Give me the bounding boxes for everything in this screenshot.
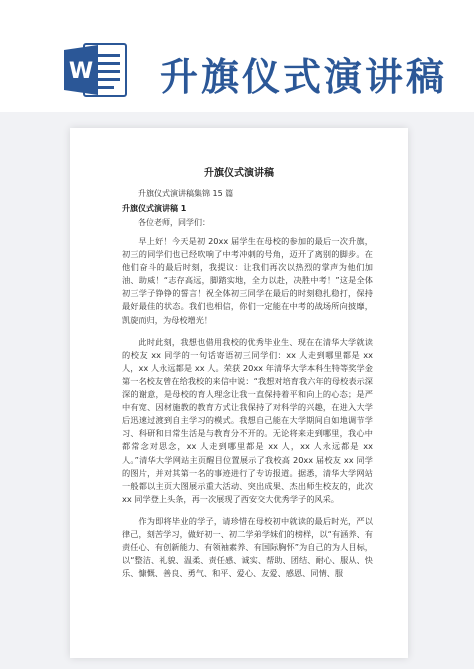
banner-title: 升旗仪式演讲稿 — [160, 54, 448, 99]
document-banner — [0, 0, 474, 112]
document-page — [70, 128, 408, 658]
word-document-icon — [62, 42, 128, 98]
document-body — [122, 235, 373, 580]
body-paragraph: 此时此刻，我想也借用我校的优秀毕业生、现在在清华大学就读的校友 xx 同学的一句话寄语初三同学们：xx 人走到哪里都是 xx 人，xx 人永远都是 xx 人。荣获 20xx 年清华大学本科生特等奖学金第一名校友曾在给我校的来信中说：“我想对培育我六年的母校表示深深的谢意，是母校的育人理念让我一直保持着平和向上的心态；是严中有宽、因材施教的教育方式让我保持了对科学的兴趣，在进入大学后迅速过渡到自主学习的模式。我想自己能在大学期间自如地调节学习、科研和日常生活是与教育分不开的。无论将来走到哪里，我心中都常念对思念，xx 人走到哪里都是 xx 人，xx 人永远都是 xx 人。”清华大学网站主页醒目位置展示了我校高 20xx 届校友 xx 同学的图片，并对其第一名的事迹进行了专访报道。据悉，清华大学网站一般都以主页大图展示重大活动、突出成果、杰出师生校友的，此次 xx 同学登上头条，再一次展现了西安交大优秀学子的风采。 — [122, 336, 373, 504]
document-subtitle: 升旗仪式演讲稿集锦 15 篇 — [138, 189, 234, 198]
document-title: 升旗仪式演讲稿 — [204, 168, 274, 179]
word-icon-letter: W — [68, 59, 94, 84]
salutation: 各位老师，同学们： — [138, 218, 210, 227]
body-paragraph: 作为即将毕业的学子，请珍惜在母校初中就读的最后时光，严以律己，刻苦学习，做好初一、初二学弟学妹们的榜样，以“有涵养、有责任心、有创新能力、有领袖素养、有国际胸怀”为自己的为人目标，以“整洁、礼貌、温柔、责任感、诚实、帮助、团结、耐心、服从、快乐、慷慨、善良、勇气、和平、爱心、友爱、感恩、同情、服 — [122, 515, 373, 579]
body-paragraph: 早上好！今天是初 20xx 届学生在母校的参加的最后一次升旗，初三的同学们也已经吹响了中考冲刺的号角，迈开了离别的脚步。在他们奋斗的最后时刻，我提议：让我们再次以热烈的掌声为他们加油、助威！“志存高远，脚踏实地，全力以赴，决胜中考！”这是全体初三学子铮铮的誓言！祝全体初三同学在最后的时刻稳扎稳打，保持最好最佳的状态。我们也相信，你们一定能在中考的战场所向披靡，凯旋而归，为母校增光！ — [122, 236, 373, 325]
section-heading: 升旗仪式演讲稿 1 — [122, 204, 187, 213]
